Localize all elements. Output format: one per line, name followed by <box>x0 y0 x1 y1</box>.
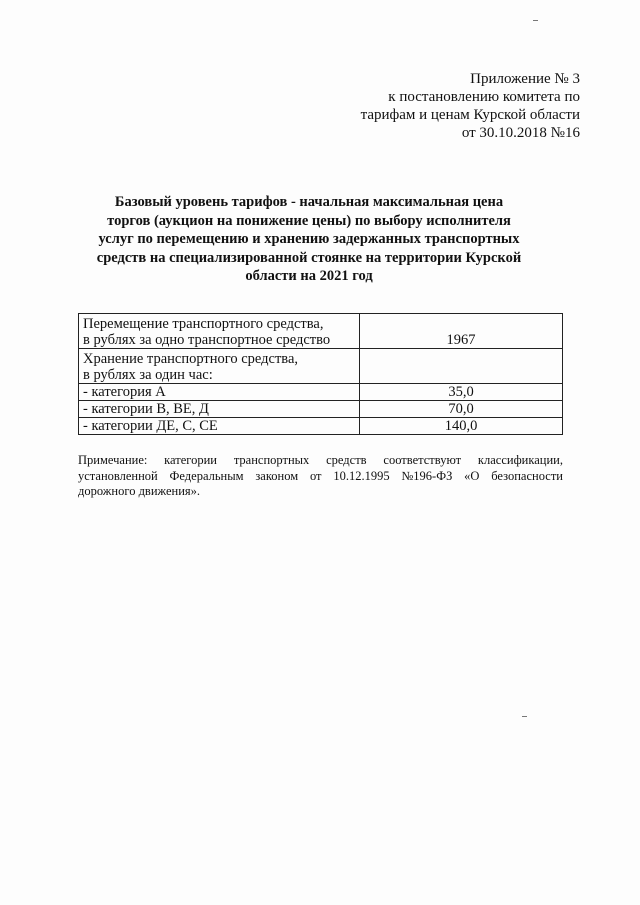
scan-speck-top <box>533 20 538 21</box>
category-value: 35,0 <box>360 384 563 401</box>
category-value: 70,0 <box>360 401 563 418</box>
tariff-table <box>78 313 563 435</box>
category-label: - категория А <box>79 384 360 401</box>
note-word: установленной <box>78 468 158 483</box>
note-word: №196-ФЗ <box>401 468 453 483</box>
note-word: соответствуют <box>383 453 462 467</box>
scan-speck-bottom <box>522 716 527 717</box>
category-label: - категории В, ВЕ, Д <box>79 401 360 418</box>
storage-label-line2: в рублях за один час: <box>83 367 213 383</box>
table-row-move <box>79 314 563 349</box>
title-line: торгов (аукцион на понижение цены) по выбору исполнителя <box>107 212 511 229</box>
note-line <box>78 469 563 485</box>
move-label-cell <box>79 314 360 349</box>
storage-label-cell <box>79 349 360 384</box>
note-word: Примечание: <box>78 453 148 467</box>
note-line: дорожного движения». <box>78 484 201 498</box>
table-row-category-c <box>79 418 563 435</box>
document-title <box>78 193 540 286</box>
appendix-line: к постановлению комитета по <box>388 89 580 105</box>
storage-label-line1: Хранение транспортного средства, <box>83 351 299 367</box>
move-value-cell: 1967 <box>360 314 563 349</box>
note-word: 10.12.1995 <box>333 468 390 483</box>
note-word: «О <box>464 468 480 483</box>
note-word: средств <box>326 453 367 467</box>
category-label: - категории ДЕ, С, СЕ <box>79 418 360 435</box>
appendix-line: от 30.10.2018 №16 <box>461 125 580 141</box>
note-word: классификации, <box>477 453 563 467</box>
move-label-line2: в рублях за одно транспортное средство <box>83 332 331 348</box>
category-value: 140,0 <box>360 418 563 435</box>
appendix-header <box>330 70 580 142</box>
table-row-category-b <box>79 401 563 418</box>
note-paragraph <box>78 453 563 500</box>
move-label-line1: Перемещение транспортного средства, <box>83 316 324 332</box>
table-row-category-a <box>79 384 563 401</box>
title-line: области на 2021 год <box>245 268 373 284</box>
title-line: услуг по перемещению и хранению задержанных транспортных <box>98 231 520 247</box>
note-word: транспортных <box>233 453 310 467</box>
appendix-line: тарифам и ценам Курской области <box>360 107 580 123</box>
storage-value-cell <box>360 349 563 384</box>
table-row-storage <box>79 349 563 384</box>
note-word: законом <box>255 468 299 483</box>
note-word: Федеральным <box>169 468 244 483</box>
appendix-line: Приложение № 3 <box>470 71 580 87</box>
title-line: Базовый уровень тарифов - начальная максимальная цена <box>114 194 504 210</box>
note-line <box>78 453 563 469</box>
note-word: категории <box>164 453 217 467</box>
title-line: средств на специализированной стоянке на территории Курской <box>96 249 522 266</box>
note-word: от <box>309 468 322 483</box>
note-word: безопасности <box>491 468 563 483</box>
